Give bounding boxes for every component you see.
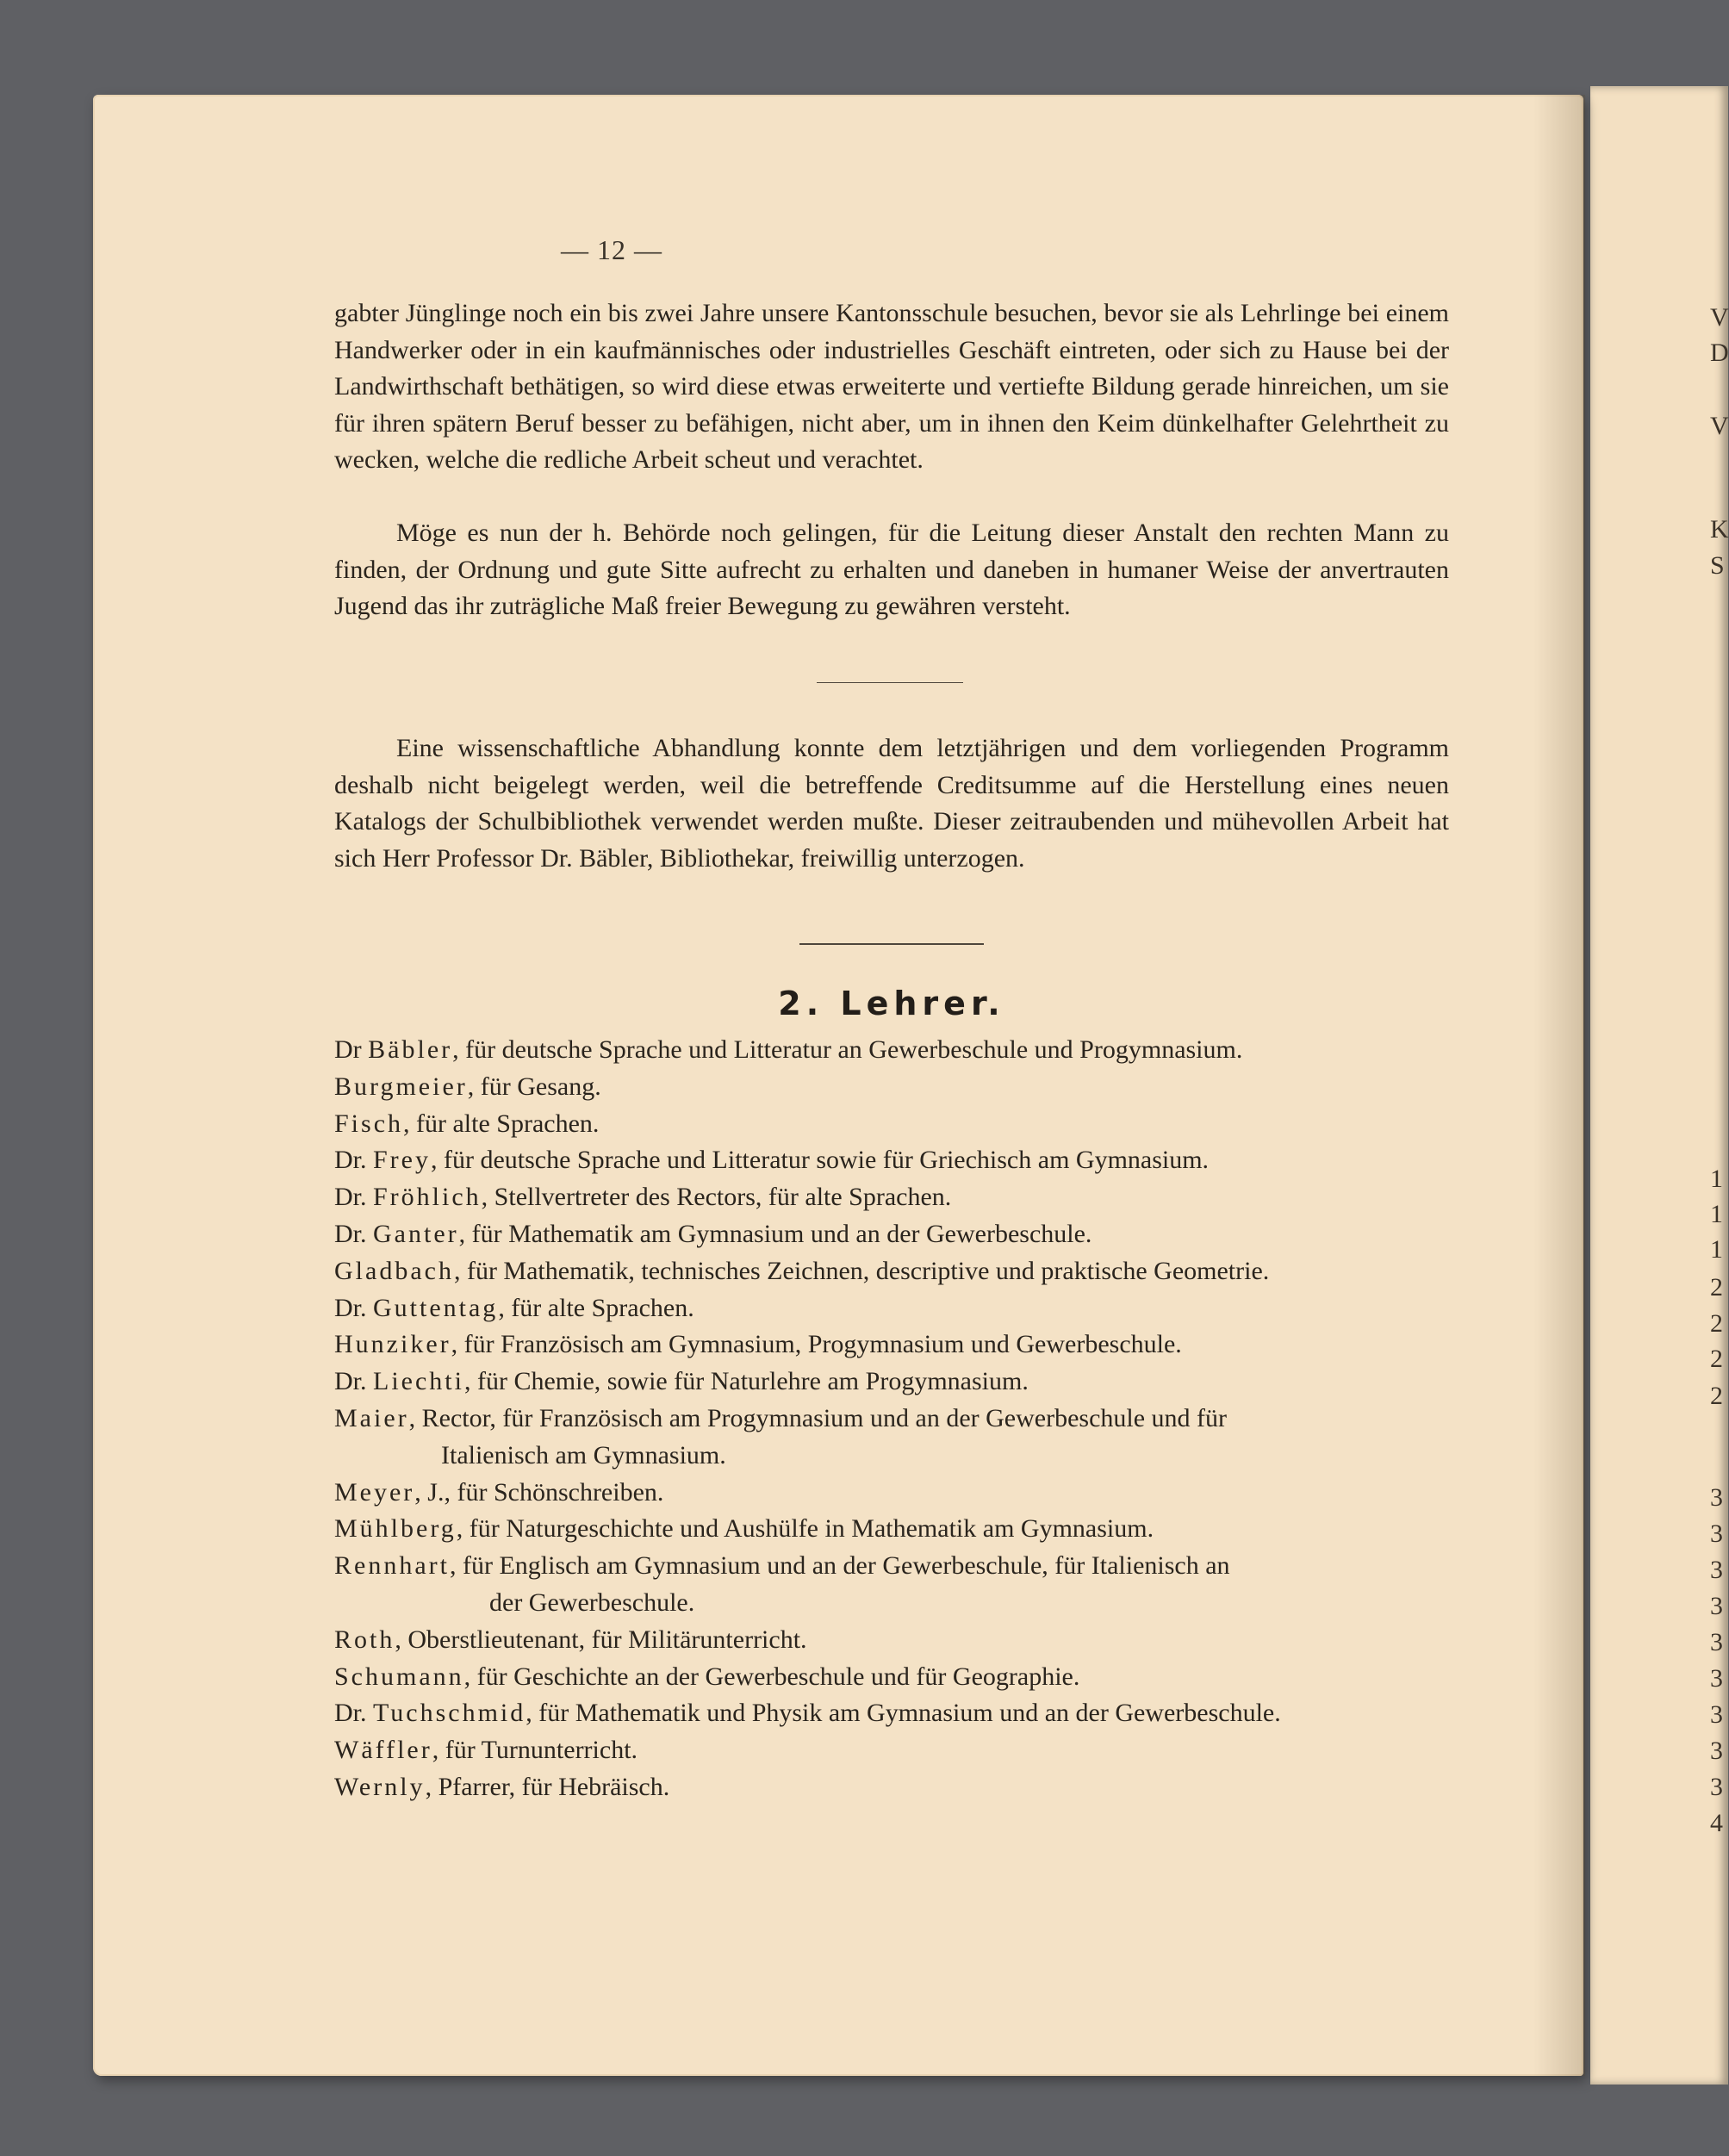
teacher-entry xyxy=(334,1253,1449,1290)
teacher-title: Dr. xyxy=(334,1219,373,1248)
teacher-name: Maier xyxy=(334,1403,409,1432)
adjacent-page-letter: 3 xyxy=(1710,1556,1723,1584)
separator-rule-2 xyxy=(799,943,984,945)
adjacent-page-letter: 2 xyxy=(1710,1273,1723,1302)
teacher-name: Wernly xyxy=(334,1772,426,1801)
section-heading: 2. Lehrer. xyxy=(778,985,1005,1022)
teacher-subjects: , J., für Schönschreiben. xyxy=(414,1477,664,1507)
teacher-entry xyxy=(334,1511,1449,1548)
teacher-title: Dr. xyxy=(334,1699,373,1728)
teacher-entry xyxy=(334,1364,1449,1401)
teacher-entry xyxy=(334,1769,1449,1806)
teacher-subjects: , für alte Sprachen. xyxy=(498,1293,694,1322)
adjacent-page-letter: 3 xyxy=(1710,1592,1723,1620)
teacher-entry xyxy=(334,1327,1449,1364)
teacher-list xyxy=(334,1032,1449,1806)
teacher-entry xyxy=(334,1216,1449,1253)
teacher-subjects: , für Mathematik und Physik am Gymnasium und an der Gewerbeschule. xyxy=(526,1699,1281,1728)
teacher-name: Roth xyxy=(334,1625,395,1654)
paragraph-1: gabter Jünglinge noch ein bis zwei Jahre unsere Kantonsschule besuchen, bevor sie als Lehrlinge bei einem Handwerker oder in ein kaufmännisches oder industrielles Geschäft eintreten, oder sich zu Hause bei der Landwirthschaft bethätigen, so wird diese etwas erweiterte und vertiefte Bildung gerade hinreichen, um sie für ihren spätern Beruf besser zu befähigen, nicht aber, um in ihnen den Keim dünkelhafter Gelehrtheit zu wecken, welche die redliche Arbeit scheut und verachtet. xyxy=(334,299,1449,474)
teacher-entry xyxy=(334,1290,1449,1327)
teacher-name: Wäffler xyxy=(334,1736,432,1765)
teacher-name: Meyer xyxy=(334,1477,415,1507)
page-number: — 12 — xyxy=(561,234,662,265)
teacher-entry xyxy=(334,1659,1449,1696)
teacher-name: Bäbler xyxy=(368,1035,453,1064)
teacher-name: Rennhart xyxy=(334,1551,450,1581)
teacher-subjects: , für Englisch am Gymnasium und an der Gewerbeschule, für Italienisch an xyxy=(449,1551,1230,1581)
adjacent-page-letter: 1 xyxy=(1710,1165,1723,1193)
teacher-title: Dr. xyxy=(334,1293,373,1322)
paragraph-3: Eine wissenschaftliche Abhandlung konnte dem letztjährigen und dem vorliegenden Programm deshalb nicht beigelegt werden, weil die betreffende Creditsumme auf die Herstellung eines neuen Katalogs der Schulbibliothek verwendet werden mußte. Dieser zeitraubenden und mühevollen Arbeit hat sich Herr Professor Dr. Bäbler, Bibliothekar, freiwillig unterzogen. xyxy=(334,734,1449,873)
teacher-subjects: , für deutsche Sprache und Litteratur an Gewerbeschule und Progymnasium. xyxy=(452,1035,1243,1064)
teacher-name: Gladbach xyxy=(334,1256,454,1285)
adjacent-page-letter: S xyxy=(1710,551,1725,580)
adjacent-page-letter: 1 xyxy=(1710,1200,1723,1228)
teacher-subjects: , für Mathematik am Gymnasium und an der Gewerbeschule. xyxy=(458,1219,1092,1248)
paragraph-2: Möge es nun der h. Behörde noch gelingen, für die Leitung dieser Anstalt den rechten Mann zu finden, der Ordnung und gute Sitte aufrecht zu erhalten und daneben in humaner Weise der anvertrauten Jugend das ihr zuträgliche Maß freier Bewegung zu gewähren versteht. xyxy=(334,519,1449,620)
teacher-name: Schumann xyxy=(334,1662,464,1691)
teacher-title: Dr. xyxy=(334,1183,373,1212)
adjacent-page-letter: 3 xyxy=(1710,1664,1723,1693)
adjacent-page-letter: 3 xyxy=(1710,1483,1723,1512)
teacher-entry xyxy=(334,1732,1449,1769)
teacher-title: Dr. xyxy=(334,1146,373,1175)
adjacent-page-letter: 2 xyxy=(1710,1309,1723,1338)
teacher-subjects: , für Turnunterricht. xyxy=(432,1736,638,1765)
teacher-subjects: , für Französisch am Gymnasium, Progymnasium und Gewerbeschule. xyxy=(451,1330,1182,1359)
teacher-name: Tuchschmid xyxy=(373,1699,526,1728)
teacher-subjects: , für Chemie, sowie für Naturlehre am Progymnasium. xyxy=(463,1367,1029,1396)
adjacent-page-letter: 2 xyxy=(1710,1345,1723,1373)
teacher-name: Liechti xyxy=(373,1367,464,1396)
separator-rule-1 xyxy=(817,682,963,683)
teacher-name: Ganter xyxy=(373,1219,459,1248)
adjacent-page-letter: 3 xyxy=(1710,1519,1723,1548)
teacher-entry xyxy=(334,1622,1449,1659)
teacher-subjects: , für Geschichte an der Gewerbeschule und für Geographie. xyxy=(463,1662,1080,1691)
teacher-entry xyxy=(334,1179,1449,1216)
teacher-subjects: , für Gesang. xyxy=(467,1072,601,1101)
teacher-entry xyxy=(334,1548,1449,1622)
teacher-title: Dr xyxy=(334,1035,369,1064)
teacher-entry xyxy=(334,1401,1449,1475)
adjacent-page-letter: V xyxy=(1710,412,1729,440)
adjacent-page-letter: 4 xyxy=(1710,1809,1723,1837)
teacher-title: Dr. xyxy=(334,1367,373,1396)
teacher-subjects: , für Mathematik, technisches Zeichnen, descriptive und praktische Geometrie. xyxy=(453,1256,1270,1285)
teacher-name: Hunziker xyxy=(334,1330,451,1359)
teacher-subjects: , für deutsche Sprache und Litteratur sowie für Griechisch am Gymnasium. xyxy=(431,1146,1210,1175)
teacher-subjects-continuation: der Gewerbeschule. xyxy=(489,1587,695,1617)
teacher-subjects-continuation: Italienisch am Gymnasium. xyxy=(441,1440,726,1469)
teacher-entry xyxy=(334,1475,1449,1512)
teacher-entry xyxy=(334,1106,1449,1143)
teacher-name: Burgmeier xyxy=(334,1072,468,1101)
teacher-name: Fröhlich xyxy=(373,1183,482,1212)
adjacent-page-letter: K xyxy=(1710,515,1729,544)
teacher-name: Mühlberg xyxy=(334,1514,457,1544)
adjacent-page-letter: D xyxy=(1710,339,1729,367)
adjacent-page-letter: 3 xyxy=(1710,1737,1723,1765)
adjacent-page-letter: 2 xyxy=(1710,1382,1723,1410)
teacher-entry xyxy=(334,1142,1449,1179)
teacher-name: Fisch xyxy=(334,1109,404,1138)
teacher-name: Guttentag xyxy=(373,1293,499,1322)
teacher-subjects: , Oberstlieutenant, für Militärunterricht. xyxy=(395,1625,807,1654)
teacher-subjects: , für Naturgeschichte und Aushülfe in Mathematik am Gymnasium. xyxy=(456,1514,1154,1544)
teacher-entry xyxy=(334,1069,1449,1106)
adjacent-page-letter: V xyxy=(1710,303,1729,332)
adjacent-page-letter: 3 xyxy=(1710,1628,1723,1656)
adjacent-page-letter: 1 xyxy=(1710,1235,1723,1264)
teacher-subjects: , Stellvertreter des Rectors, für alte Sprachen. xyxy=(481,1183,952,1212)
teacher-entry xyxy=(334,1032,1449,1069)
teacher-subjects: , Rector, für Französisch am Progymnasium und an der Gewerbeschule und für xyxy=(408,1403,1228,1432)
teacher-name: Frey xyxy=(373,1146,431,1175)
adjacent-page xyxy=(1590,86,1728,2085)
teacher-entry xyxy=(334,1695,1449,1732)
adjacent-page-letter: 3 xyxy=(1710,1773,1723,1801)
teacher-subjects: , Pfarrer, für Hebräisch. xyxy=(425,1772,670,1801)
adjacent-page-letter: 3 xyxy=(1710,1700,1723,1729)
teacher-subjects: , für alte Sprachen. xyxy=(403,1109,600,1138)
